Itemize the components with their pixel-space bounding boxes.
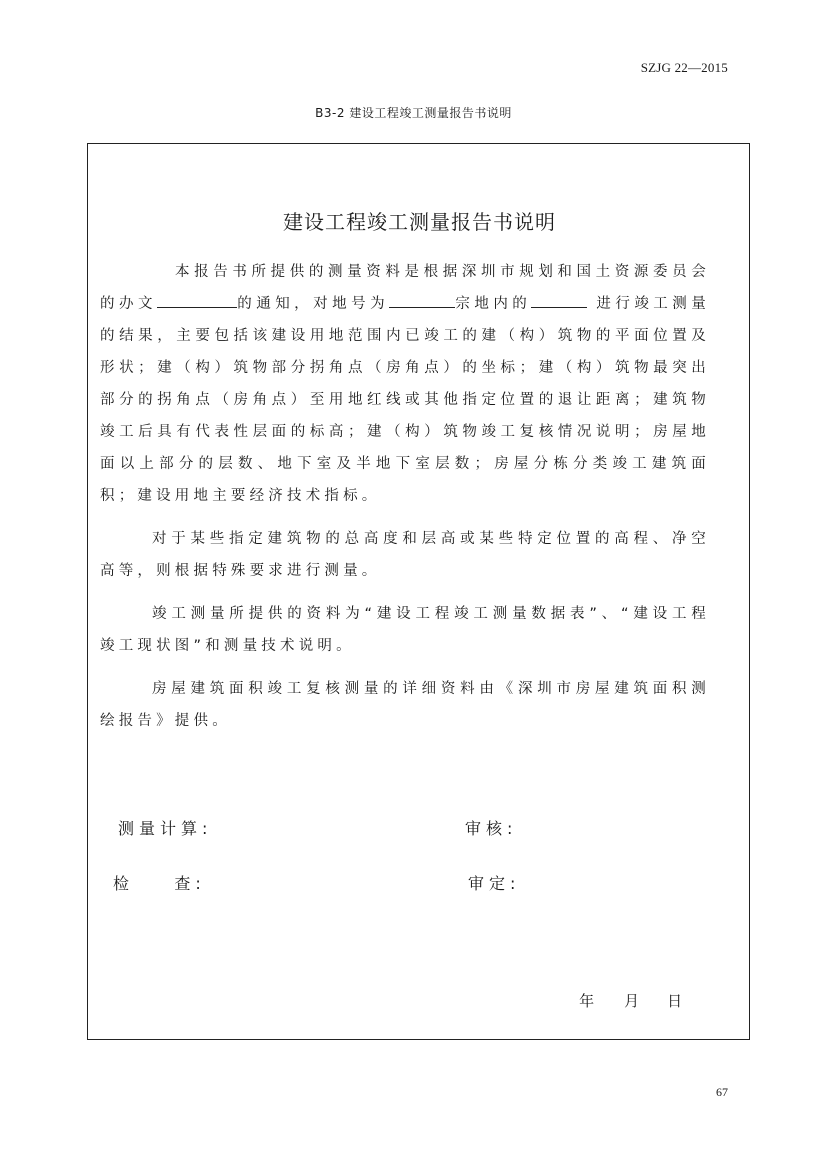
date-day: 日	[667, 992, 683, 1010]
site-content-blank[interactable]	[531, 289, 587, 308]
paragraph-provided-materials: 竣工测量所提供的资料为“建设工程竣工测量数据表”、“建设工程竣工现状图”和测量技术说明。	[100, 606, 710, 654]
signature-approve-label: 审定:	[468, 874, 521, 893]
date-year: 年	[579, 992, 595, 1010]
date-month: 月	[624, 992, 640, 1010]
date-line	[560, 972, 682, 1029]
paragraph-notice	[100, 256, 710, 512]
standard-code: SZJG 22—2015	[640, 60, 728, 75]
paragraph-area-report: 房屋建筑面积竣工复核测量的详细资料由《深圳市房屋建筑面积测绘报告》提供。	[100, 681, 710, 729]
document-number-blank[interactable]	[157, 289, 237, 308]
document-body	[100, 256, 710, 748]
signature-calculation-label: 测量计算:	[118, 819, 213, 838]
document-title: 建设工程竣工测量报告书说明	[283, 210, 556, 234]
paragraph-special-measurement: 对于某些指定建筑物的总高度和层高或某些特定位置的高程、净空高等，则根据特殊要求进行测量。	[100, 531, 710, 579]
paragraph-1-part-2: 的通知，对地号为	[236, 296, 390, 312]
paragraph-1-part-4: 进行竣工测量的结果，主要包括该建设用地范围内已竣工的建（构）筑物的平面位置及形状；建（构）筑物部分拐角点（房角点）的坐标；建（构）筑物最突出部分的拐角点（房角点）至用地红线或其他指定位置的退让距离；建筑物竣工后具有代表性层面的标高；建（构）筑物竣工复核情况说明；房屋地面以上部分的层数、地下室及半地下室层数；房屋分栋分类竣工建筑面积；建设用地主要经济技术指标。	[100, 296, 710, 504]
form-frame	[87, 143, 750, 1040]
lot-number-blank[interactable]	[389, 289, 455, 308]
paragraph-1-part-1: 本报告书所提供的测量资料是根据深圳市规划和国土资源委员会的办文	[100, 264, 710, 312]
signature-check-label: 检 查:	[113, 874, 206, 893]
signature-review-label: 审核:	[465, 819, 518, 838]
paragraph-1-part-3: 宗地内的	[455, 296, 532, 312]
section-title: B3-2 建设工程竣工测量报告书说明	[315, 106, 512, 120]
page-number: 67	[716, 1085, 728, 1099]
